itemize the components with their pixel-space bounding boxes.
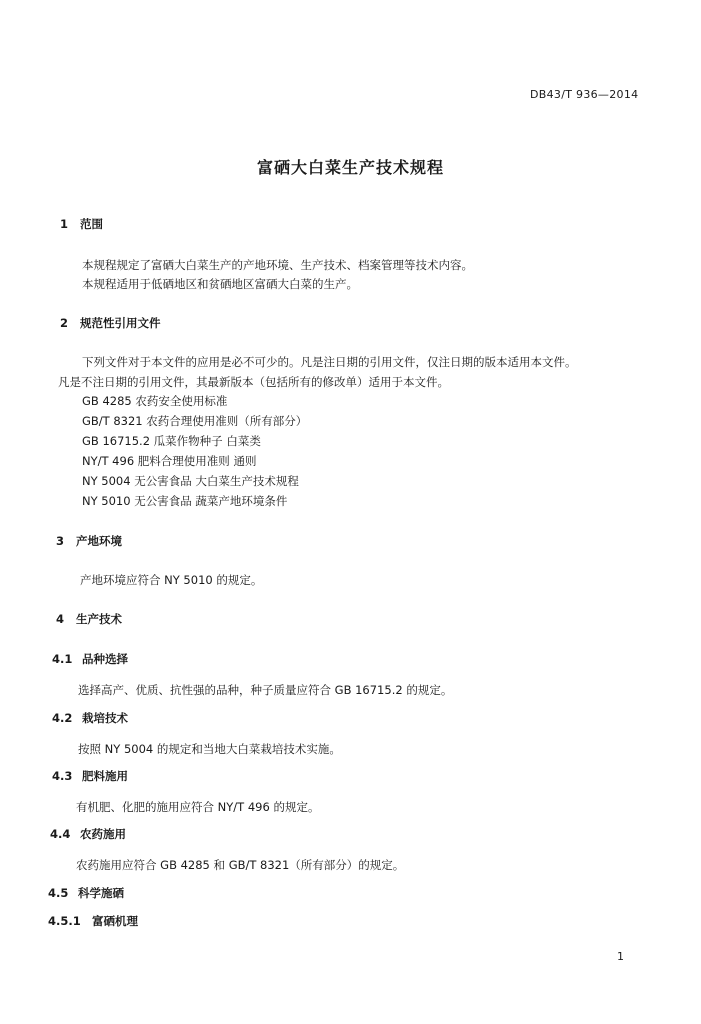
- section-2-heading: [60, 315, 161, 331]
- subsection-4-2-heading: [52, 710, 128, 726]
- paragraph: 有机肥、化肥的施用应符合 NY/T 496 的规定。: [76, 800, 320, 814]
- section-title: 范围: [80, 217, 103, 231]
- standard-code: DB43/T 936—2014: [530, 88, 639, 101]
- reference-item: GB/T 8321 农药合理使用准则（所有部分）: [82, 414, 308, 428]
- subsection-4-5-heading: [48, 885, 124, 901]
- section-title: 产地环境: [76, 534, 122, 548]
- subsection-number: 4.5: [48, 886, 69, 900]
- reference-item: NY 5004 无公害食品 大白菜生产技术规程: [82, 474, 299, 488]
- section-number: 4: [56, 612, 65, 626]
- section-title: 规范性引用文件: [80, 316, 161, 330]
- reference-item: GB 4285 农药安全使用标准: [82, 394, 228, 408]
- paragraph: 下列文件对于本文件的应用是必不可少的。凡是注日期的引用文件，仅注日期的版本适用本文件。: [82, 355, 577, 369]
- paragraph: 产地环境应符合 NY 5010 的规定。: [80, 573, 263, 587]
- paragraph: 农药施用应符合 GB 4285 和 GB/T 8321（所有部分）的规定。: [76, 858, 405, 872]
- section-1-heading: [60, 216, 103, 232]
- section-4-heading: [56, 611, 122, 627]
- section-number: 3: [56, 534, 65, 548]
- paragraph: 本规程规定了富硒大白菜生产的产地环境、生产技术、档案管理等技术内容。: [82, 258, 473, 272]
- section-3-heading: [56, 533, 122, 549]
- subsection-number: 4.5.1: [48, 914, 81, 928]
- subsection-number: 4.3: [52, 769, 73, 783]
- reference-item: GB 16715.2 瓜菜作物种子 白菜类: [82, 434, 261, 448]
- subsection-title: 科学施硒: [78, 886, 124, 900]
- section-number: 1: [60, 217, 69, 231]
- reference-item: NY/T 496 肥料合理使用准则 通则: [82, 454, 257, 468]
- subsection-number: 4.2: [52, 711, 73, 725]
- page-number: 1: [617, 950, 624, 963]
- paragraph: 按照 NY 5004 的规定和当地大白菜栽培技术实施。: [78, 742, 341, 756]
- section-number: 2: [60, 316, 69, 330]
- subsection-number: 4.1: [52, 652, 73, 666]
- subsection-4-4-heading: [50, 826, 126, 842]
- section-title: 生产技术: [76, 612, 122, 626]
- subsection-title: 栽培技术: [82, 711, 128, 725]
- paragraph: 选择高产、优质、抗性强的品种，种子质量应符合 GB 16715.2 的规定。: [78, 683, 453, 697]
- subsection-title: 富硒机理: [92, 914, 138, 928]
- reference-item: NY 5010 无公害食品 蔬菜产地环境条件: [82, 494, 288, 508]
- subsection-4-3-heading: [52, 768, 128, 784]
- subsection-title: 品种选择: [82, 652, 128, 666]
- subsection-number: 4.4: [50, 827, 71, 841]
- paragraph: 本规程适用于低硒地区和贫硒地区富硒大白菜的生产。: [82, 277, 358, 291]
- subsection-title: 肥料施用: [82, 769, 128, 783]
- paragraph: 凡是不注日期的引用文件，其最新版本（包括所有的修改单）适用于本文件。: [58, 375, 449, 389]
- document-title: 富硒大白菜生产技术规程: [256, 158, 444, 177]
- subsection-title: 农药施用: [80, 827, 126, 841]
- subsection-4-1-heading: [52, 651, 128, 667]
- subsection-4-5-1-heading: [48, 913, 138, 929]
